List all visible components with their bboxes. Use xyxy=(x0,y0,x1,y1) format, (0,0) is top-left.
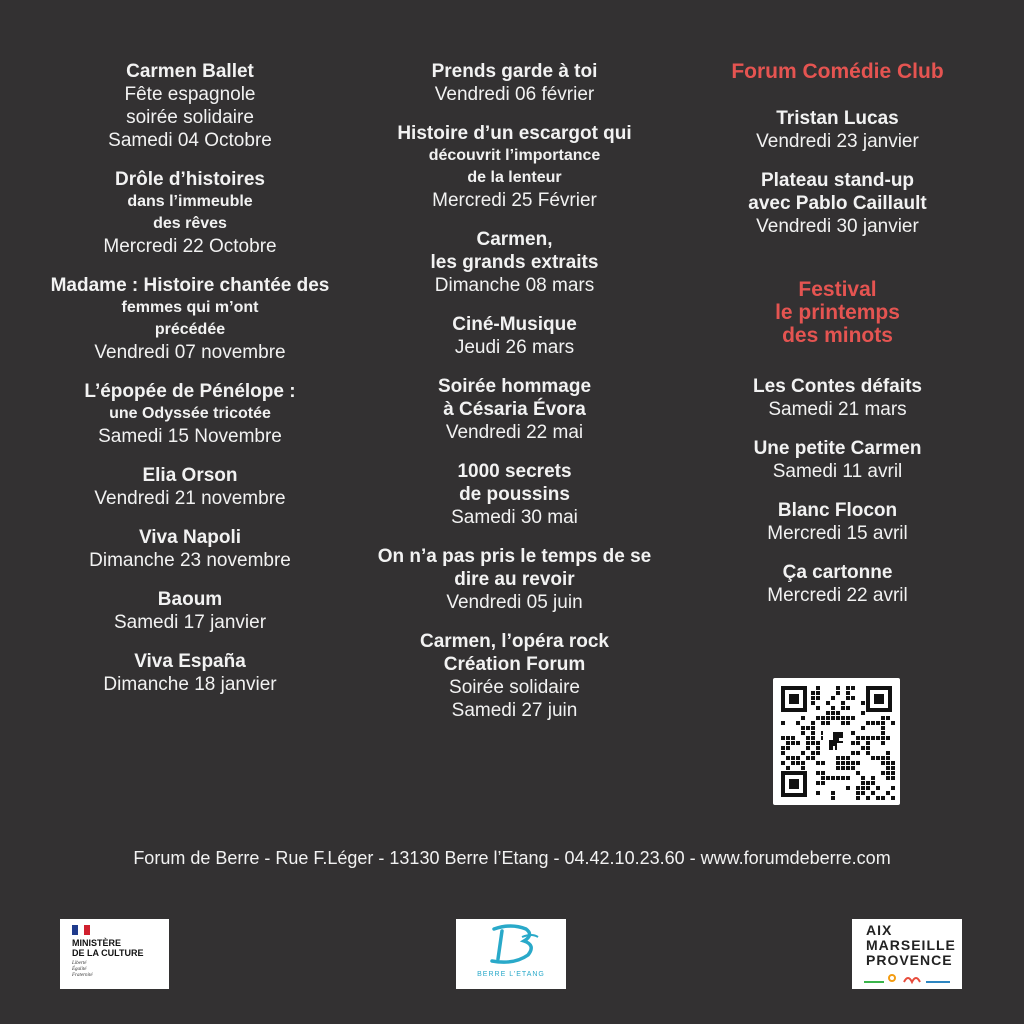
event-detail: Vendredi 30 janvier xyxy=(756,216,919,237)
event-detail: Mercredi 15 avril xyxy=(767,523,908,544)
event-detail: Samedi 21 mars xyxy=(768,399,907,420)
event-title: Carmen Ballet xyxy=(126,61,254,82)
motto-line: Égalité xyxy=(72,967,87,972)
festival-title-line: Festival xyxy=(798,278,877,301)
french-flag-icon xyxy=(72,925,90,935)
column-left xyxy=(40,60,340,712)
event-title: Création Forum xyxy=(443,654,586,675)
ministere-text xyxy=(72,938,144,958)
amp-line: AIX xyxy=(866,922,893,938)
event-detail: Vendredi 06 février xyxy=(434,84,595,105)
event-title: à Césaria Évora xyxy=(443,399,586,420)
event-item xyxy=(40,380,340,448)
event-item xyxy=(362,228,667,297)
event-detail: Vendredi 05 juin xyxy=(446,592,583,613)
motto-line: Liberté xyxy=(72,961,87,966)
event-title: Ciné-Musique xyxy=(452,314,577,335)
event-title: 1000 secrets xyxy=(457,461,572,482)
event-item xyxy=(362,60,667,106)
event-item xyxy=(40,650,340,696)
event-title: Carmen, l’opéra rock xyxy=(419,631,610,652)
event-detail: Vendredi 21 novembre xyxy=(94,488,286,509)
event-detail: Samedi 27 juin xyxy=(451,700,578,721)
qr-code-graphic xyxy=(773,678,900,805)
event-title: Drôle d’histoires xyxy=(115,169,265,190)
event-item xyxy=(362,460,667,529)
amp-side-mark xyxy=(856,925,862,965)
event-subtitle: femmes qui m’ont xyxy=(121,299,259,316)
event-title: Ça cartonne xyxy=(782,562,893,583)
festival-title-line: le printemps xyxy=(775,301,900,324)
event-item xyxy=(700,169,975,238)
event-detail: Soirée solidaire xyxy=(449,677,580,698)
event-detail: Fête espagnole xyxy=(124,84,256,105)
motto-line: Fraternité xyxy=(72,973,93,978)
event-title: Viva Napoli xyxy=(138,527,242,548)
event-item xyxy=(40,526,340,572)
footer-address: Forum de Berre - Rue F.Léger - 13130 Berre l’Etang - 04.42.10.23.60 - www.forumdeberre.com xyxy=(133,848,891,868)
event-subtitle: dans l’immeuble xyxy=(127,193,253,210)
event-title: les grands extraits xyxy=(430,252,599,273)
ministere-motto xyxy=(72,961,93,979)
event-detail: Vendredi 22 mai xyxy=(445,422,584,443)
ministere-culture-logo xyxy=(60,919,169,989)
event-subtitle: des rêves xyxy=(153,215,227,232)
event-detail: soirée solidaire xyxy=(126,107,254,128)
amp-color-marks-icon xyxy=(864,973,954,985)
event-item xyxy=(700,561,975,607)
event-item xyxy=(40,168,340,258)
aix-marseille-provence-logo xyxy=(852,919,962,989)
event-subtitle: de la lenteur xyxy=(467,169,562,186)
event-title: Blanc Flocon xyxy=(777,500,898,521)
event-subtitle: précédée xyxy=(154,321,226,338)
festival-events xyxy=(700,375,975,607)
berre-text: BERRE L’ETANG xyxy=(477,971,545,978)
event-detail: Dimanche 23 novembre xyxy=(89,550,291,571)
event-item xyxy=(362,313,667,359)
event-title: Plateau stand-up xyxy=(760,170,915,191)
event-detail: Dimanche 18 janvier xyxy=(103,674,277,695)
event-title: de poussins xyxy=(459,484,570,505)
event-title: Viva España xyxy=(134,651,246,672)
event-detail: Vendredi 23 janvier xyxy=(756,131,919,152)
berre-letang-logo xyxy=(456,919,566,989)
qr-code-icon[interactable] xyxy=(773,678,900,805)
amp-line: PROVENCE xyxy=(866,952,953,968)
event-detail: Mercredi 25 Février xyxy=(432,190,597,211)
festival-title-line: des minots xyxy=(782,324,893,347)
event-subtitle: découvrit l’importance xyxy=(428,147,601,164)
event-title: L’épopée de Pénélope : xyxy=(84,381,296,402)
event-detail: Mercredi 22 avril xyxy=(767,585,908,606)
event-item xyxy=(40,60,340,152)
event-title: Histoire d’un escargot qui xyxy=(397,123,632,144)
event-detail: Samedi 15 Novembre xyxy=(98,426,282,447)
event-item xyxy=(700,107,975,153)
event-subtitle: une Odyssée tricotée xyxy=(109,405,271,422)
event-title: Soirée hommage xyxy=(437,376,592,397)
ministere-line: MINISTÈRE xyxy=(72,938,122,948)
event-title: Carmen, xyxy=(476,229,553,250)
event-title: Tristan Lucas xyxy=(776,108,899,129)
event-title: Elia Orson xyxy=(142,465,238,486)
column-right xyxy=(700,60,975,623)
event-detail: Mercredi 22 Octobre xyxy=(103,236,277,257)
event-title: Baoum xyxy=(157,589,223,610)
event-title: On n’a pas pris le temps de se xyxy=(377,546,652,567)
event-item xyxy=(700,375,975,421)
event-title: Une petite Carmen xyxy=(753,438,922,459)
event-title: avec Pablo Caillault xyxy=(748,193,927,214)
event-item xyxy=(40,464,340,510)
event-detail: Samedi 30 mai xyxy=(451,507,578,528)
event-detail: Samedi 11 avril xyxy=(772,461,903,482)
event-item xyxy=(40,588,340,634)
event-detail: Samedi 04 Octobre xyxy=(108,130,272,151)
event-title: Prends garde à toi xyxy=(431,61,598,82)
event-item xyxy=(362,630,667,722)
berre-b-icon xyxy=(456,919,566,969)
event-detail: Samedi 17 janvier xyxy=(113,612,267,633)
column-middle xyxy=(362,60,667,738)
event-item xyxy=(700,499,975,545)
event-title: Madame : Histoire chantée des xyxy=(50,275,330,296)
comedie-club-title: Forum Comédie Club xyxy=(731,60,944,83)
festival-heading xyxy=(700,278,975,347)
event-item xyxy=(362,122,667,212)
comedie-club-heading xyxy=(700,60,975,83)
event-title: dire au revoir xyxy=(454,569,575,590)
event-item xyxy=(362,375,667,444)
event-detail: Dimanche 08 mars xyxy=(434,275,595,296)
comedie-club-events xyxy=(700,107,975,238)
amp-text xyxy=(866,923,956,968)
amp-line: MARSEILLE xyxy=(866,937,956,953)
event-item xyxy=(362,545,667,614)
ministere-line: DE LA CULTURE xyxy=(72,948,144,958)
event-item xyxy=(40,274,340,364)
event-title: Les Contes défaits xyxy=(753,376,922,397)
event-detail: Vendredi 07 novembre xyxy=(94,342,286,363)
event-item xyxy=(700,437,975,483)
event-detail: Jeudi 26 mars xyxy=(454,337,575,358)
